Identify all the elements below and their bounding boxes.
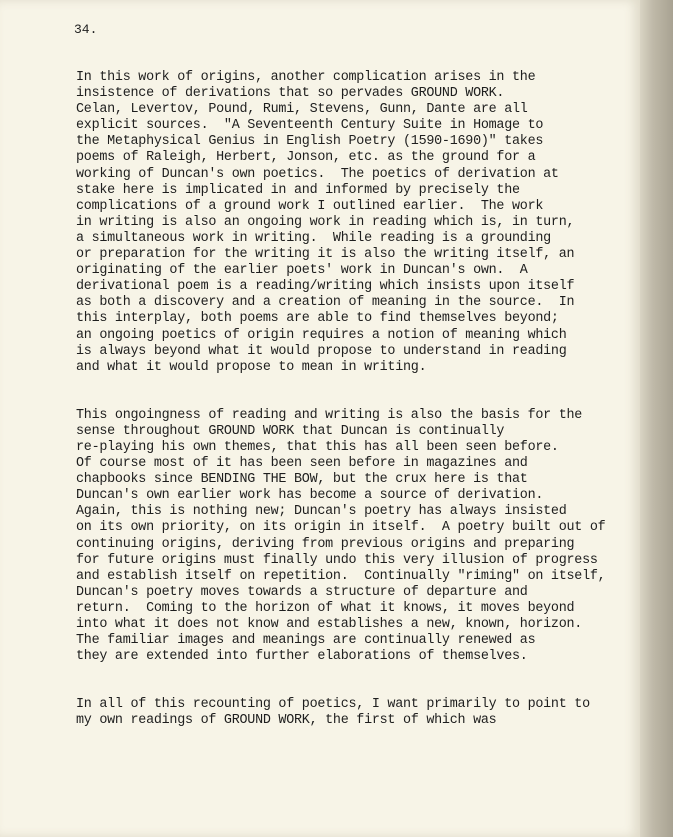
text-line: chapbooks since BENDING THE BOW, but the crux here is that — [76, 472, 528, 488]
paragraph — [76, 70, 605, 376]
text-line: into what it does not know and establishes a new, known, horizon. — [76, 617, 583, 632]
text-line: In this work of origins, another complication arises in the — [76, 70, 536, 85]
text-line: complications of a ground work I outlined earlier. The work — [76, 198, 544, 214]
text-line: in writing is also an ongoing work in reading which is, in turn, — [76, 214, 575, 230]
text-line: on its own priority, on its origin in itself. A poetry built out of — [76, 520, 606, 536]
paragraph — [76, 697, 605, 729]
paragraph-gap — [76, 665, 605, 697]
page-number: 34. — [74, 22, 98, 37]
text-line: re-playing his own themes, that this has all been seen before. — [76, 439, 559, 455]
text-line: for future origins must finally undo this very illusion of progress — [76, 552, 598, 568]
body-text — [76, 70, 605, 729]
text-line: or preparation for the writing it is also the writing itself, an — [76, 247, 575, 263]
text-line: working of Duncan's own poetics. The poetics of derivation at — [76, 166, 559, 182]
paragraph-gap — [76, 376, 605, 408]
text-line: originating of the earlier poets' work in Duncan's own. A — [76, 263, 528, 279]
text-line: Of course most of it has been seen before in magazines and — [76, 456, 528, 472]
text-line: they are extended into further elaborations of themselves. — [76, 649, 528, 665]
text-line: is always beyond what it would propose to understand in reading — [76, 343, 567, 359]
text-line: my own readings of GROUND WORK, the first of which was — [76, 713, 497, 729]
text-line: and establish itself on repetition. Continually "riming" on itself, — [76, 568, 606, 584]
text-line: Duncan's poetry moves towards a structure of departure and — [76, 584, 528, 600]
book-page-edge — [640, 0, 673, 837]
text-line: explicit sources. "A Seventeenth Century Suite in Homage to — [76, 118, 544, 134]
text-line: stake here is implicated in and informed by precisely the — [76, 182, 520, 198]
text-line: Again, this is nothing new; Duncan's poetry has always insisted — [76, 504, 567, 520]
text-line: a simultaneous work in writing. While reading is a grounding — [76, 230, 551, 246]
text-line: and what it would propose to mean in writing. — [76, 359, 427, 375]
text-line: The familiar images and meanings are continually renewed as — [76, 633, 536, 649]
text-line: Celan, Levertov, Pound, Rumi, Stevens, Gunn, Dante are all — [76, 102, 528, 118]
text-line: This ongoingness of reading and writing is also the basis for the — [76, 407, 583, 423]
text-line: Duncan's own earlier work has become a source of derivation. — [76, 488, 544, 504]
text-line: sense throughout GROUND WORK that Duncan is continually — [76, 423, 505, 439]
text-line: derivational poem is a reading/writing which insists upon itself — [76, 279, 575, 295]
text-line: In all of this recounting of poetics, I want primarily to point to — [76, 697, 590, 713]
text-line: continuing origins, deriving from previous origins and preparing — [76, 536, 575, 552]
text-line: insistence of derivations that so pervades GROUND WORK. — [76, 86, 505, 102]
text-line: an ongoing poetics of origin requires a notion of meaning which — [76, 327, 567, 343]
text-line: return. Coming to the horizon of what it knows, it moves beyond — [76, 600, 575, 616]
text-line: this interplay, both poems are able to find themselves beyond; — [76, 311, 559, 327]
text-line: as both a discovery and a creation of meaning in the source. In — [76, 295, 575, 311]
paragraph — [76, 408, 605, 666]
text-line: the Metaphysical Genius in English Poetry (1590-1690)" takes — [76, 134, 544, 150]
text-line: poems of Raleigh, Herbert, Jonson, etc. as the ground for a — [76, 150, 536, 166]
